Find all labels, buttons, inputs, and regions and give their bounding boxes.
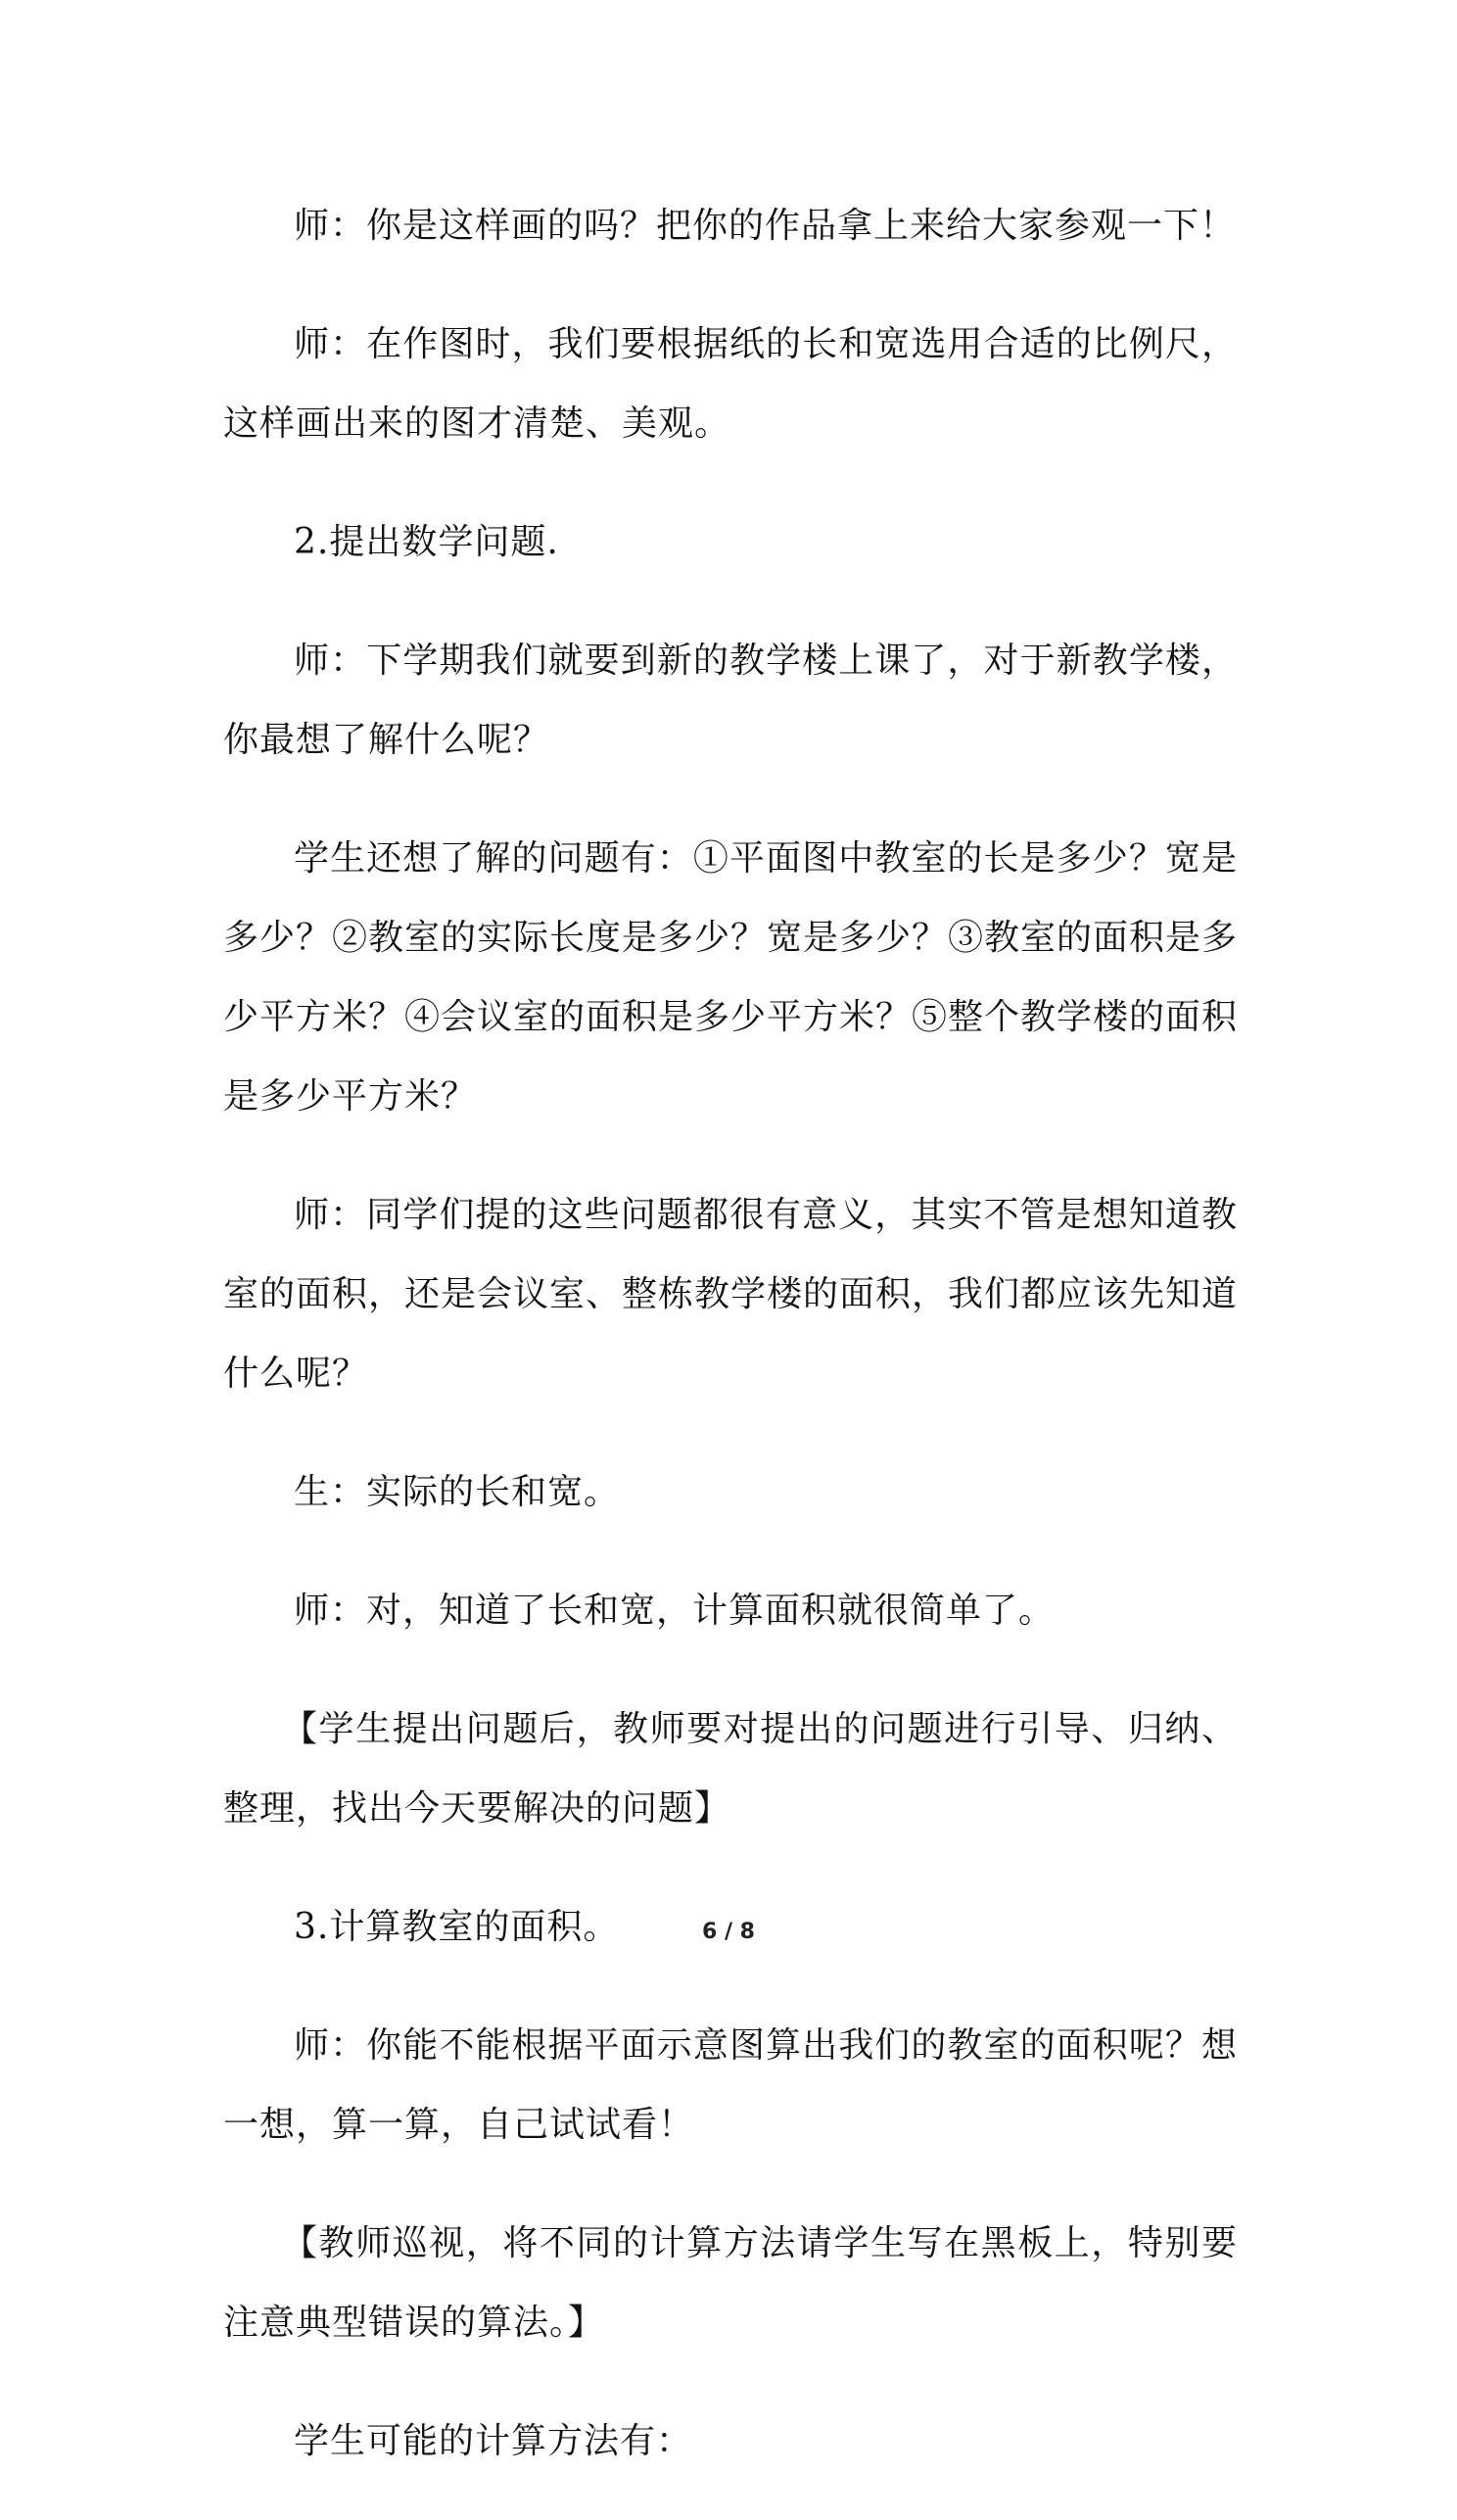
paragraph-student-questions: 学生还想了解的问题有：①平面图中教室的长是多少？宽是多少？②教室的实际长度是多少？宽是多少？③教室的面积是多少平方米？④会议室的面积是多少平方米？⑤整个教学楼的面积是多少平方米？ xyxy=(223,838,1239,1117)
paragraph-teacher-calculate: 师：你能不能根据平面示意图算出我们的教室的面积呢？想一想，算一算，自己试试看！ xyxy=(223,2025,1238,2145)
paragraph-teacher-meaningful-questions: 师：同学们提的这些问题都很有意义，其实不管是想知道教室的面积，还是会议室、整栋教学楼的面积，我们都应该先知道什么呢？ xyxy=(223,1195,1239,1394)
paragraph-note-guidance: 【学生提出问题后，教师要对提出的问题进行引导、归纳、整理，找出今天要解决的问题】 xyxy=(223,1709,1238,1829)
paragraph-teacher-confirm: 师：对，知道了长和宽，计算面积就很简单了。 xyxy=(294,1591,1056,1631)
paragraph-possible-methods: 学生可能的计算方法有： xyxy=(294,2421,693,2461)
paragraph-teacher-show-work: 师：你是这样画的吗？把你的作品拿上来给大家参观一下！ xyxy=(294,206,1237,246)
paragraph-student-answer: 生：实际的长和宽。 xyxy=(294,1472,621,1512)
paragraph-teacher-scale-advice: 师：在作图时，我们要根据纸的长和宽选用合适的比例尺，这样画出来的图才清楚、美观。 xyxy=(223,324,1238,444)
section-heading-3: 3.计算教室的面积。 xyxy=(294,1907,620,1947)
section-heading-2: 2.提出数学问题. xyxy=(294,522,559,562)
paragraph-teacher-new-building: 师：下学期我们就要到新的教学楼上课了，对于新教学楼，你最想了解什么呢？ xyxy=(223,641,1238,760)
document-body xyxy=(223,186,1238,2520)
paragraph-note-patrol: 【教师巡视，将不同的计算方法请学生写在黑板上，特别要注意典型错误的算法。】 xyxy=(223,2223,1238,2343)
page-number: 6 / 8 xyxy=(702,1920,755,1944)
